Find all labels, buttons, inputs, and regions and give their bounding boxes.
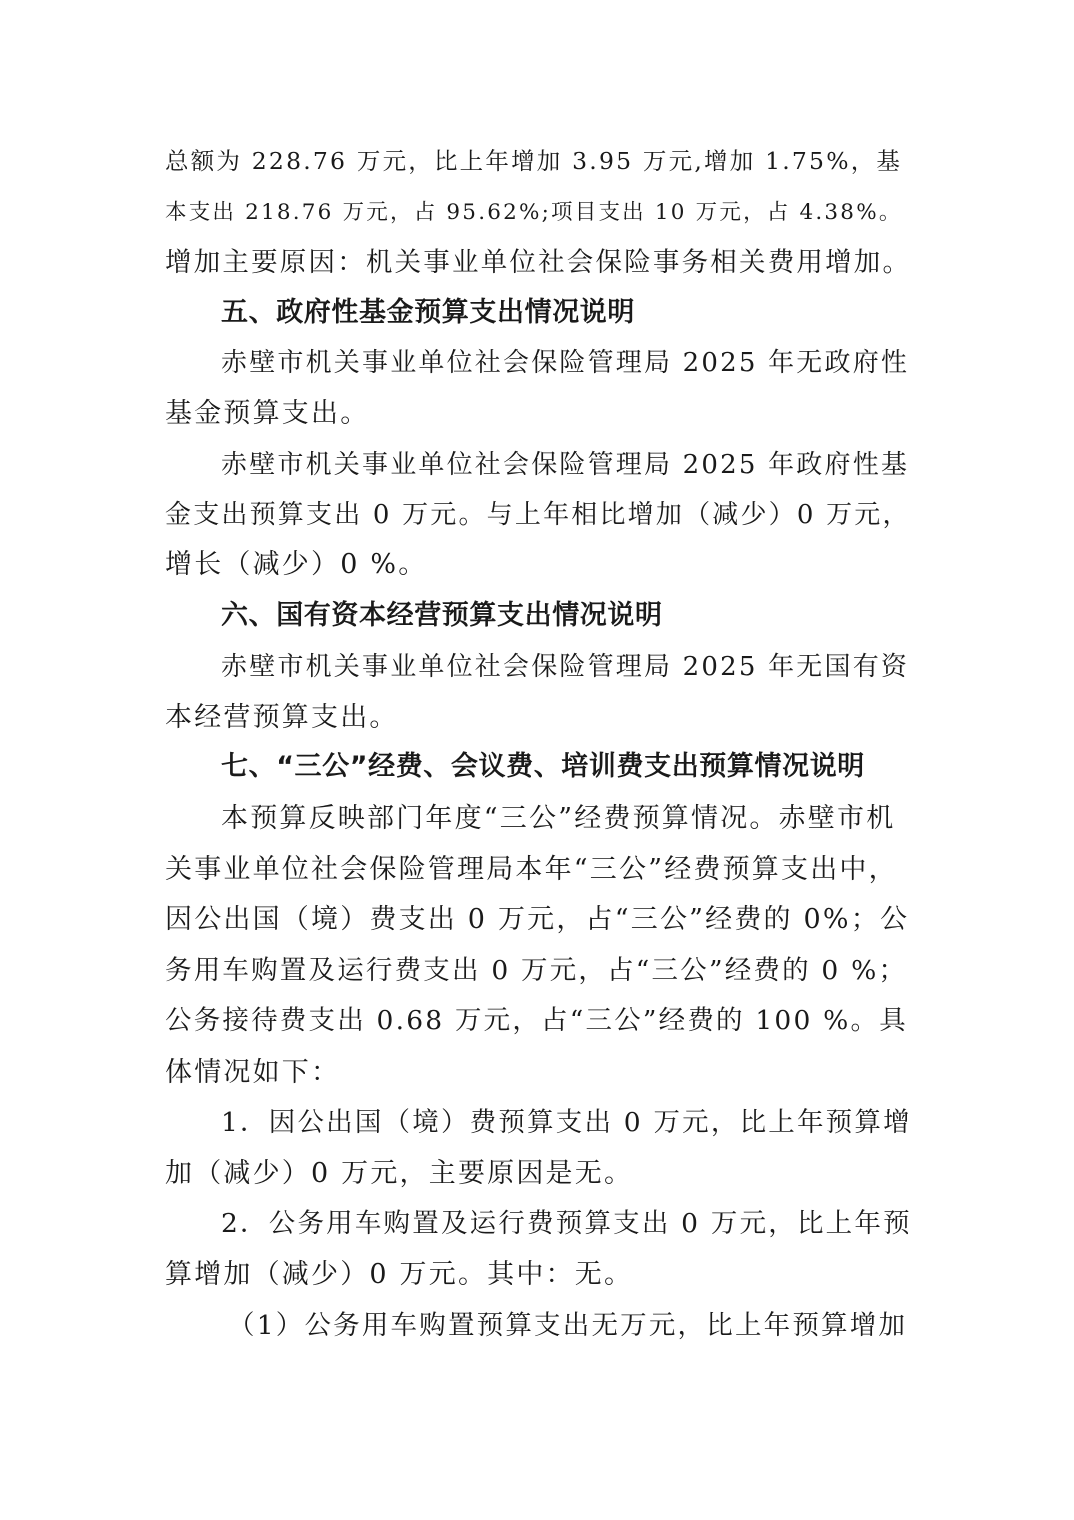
paragraph-line: （1）公务用车购置预算支出无万元，比上年预算增加 [228,1310,908,1341]
paragraph-line: 务用车购置及运行费支出 0 万元，占“三公”经费的 0 %； [165,955,908,986]
paragraph-line: 本预算反映部门年度“三公”经费预算情况。赤壁市机 [221,803,896,834]
paragraph-line: 增加主要原因：机关事业单位社会保险事务相关费用增加。 [165,247,912,278]
paragraph-line: 总额为 228.76 万元，比上年增加 3.95 万元,增加 1.75%，基 [165,147,903,175]
paragraph-line: 加（减少）0 万元，主要原因是无。 [165,1158,634,1189]
paragraph-line: 赤壁市机关事业单位社会保险管理局 2025 年无国有资 [221,652,910,682]
paragraph-line: 金支出预算支出 0 万元。与上年相比增加（减少）0 万元， [165,500,911,530]
paragraph-line: 赤壁市机关事业单位社会保险管理局 2025 年政府性基 [221,450,910,480]
paragraph-line: 体情况如下： [165,1057,341,1088]
paragraph-line: 基金预算支出。 [165,398,370,429]
paragraph-line: 1．因公出国（境）费预算支出 0 万元，比上年预算增 [221,1107,912,1138]
paragraph-line: 2．公务用车购置及运行费预算支出 0 万元，比上年预 [221,1208,912,1239]
paragraph-line: 本支出 218.76 万元，占 95.62%;项目支出 10 万元，占 4.38%。 [165,200,903,225]
paragraph-line: 算增加（减少）0 万元。其中：无。 [165,1259,634,1290]
paragraph-line: 赤壁市机关事业单位社会保险管理局 2025 年无政府性 [221,348,910,378]
paragraph-line: 因公出国（境）费支出 0 万元，占“三公”经费的 0%；公 [165,904,910,935]
section-heading-5: 五、政府性基金预算支出情况说明 [221,297,635,328]
paragraph-line: 关事业单位社会保险管理局本年“三公”经费预算支出中， [165,854,898,885]
paragraph-line: 公务接待费支出 0.68 万元，占“三公”经费的 100 %。具 [165,1005,908,1036]
paragraph-line: 本经营预算支出。 [165,702,399,733]
paragraph-line: 增长（减少）0 %。 [165,549,428,580]
section-heading-6: 六、国有资本经营预算支出情况说明 [221,600,663,631]
section-heading-7: 七、“三公”经费、会议费、培训费支出预算情况说明 [221,751,865,782]
